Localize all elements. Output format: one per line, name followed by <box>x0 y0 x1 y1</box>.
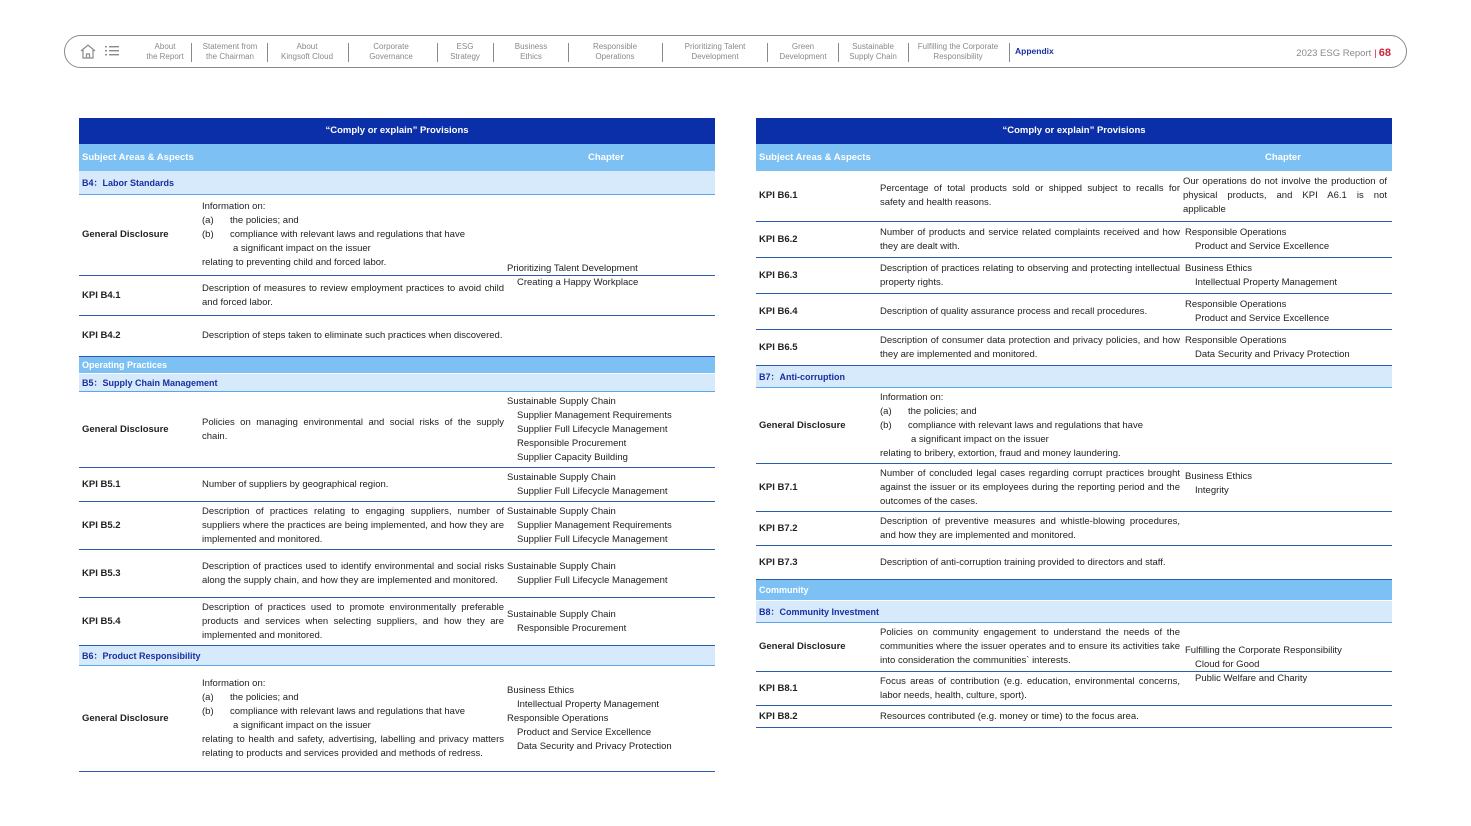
nav-divider <box>568 43 569 62</box>
desc-list-item <box>880 405 1180 419</box>
b8-chapter <box>1185 623 1392 707</box>
nav-about-report[interactable]: About the Report <box>146 42 184 61</box>
desc-list-item <box>202 691 504 705</box>
nav-corporate-governance[interactable]: Corporate Governance <box>369 42 413 61</box>
row-chapter <box>504 502 715 549</box>
desc-line: the policies; and <box>908 405 977 417</box>
row-description: Description of practices relating to engaging suppliers, number of suppliers where the practices are being implemented, and how they are implemented and monitored. <box>202 505 504 545</box>
chapter-line: Data Security and Privacy Protection <box>517 740 672 752</box>
row-description: Percentage of total products sold or shipped subject to recalls for safety and health reasons. <box>880 183 1180 208</box>
provisions-table-right <box>756 118 1392 728</box>
nav-divider <box>908 43 909 62</box>
row-label: General Disclosure <box>759 641 846 652</box>
row-label: KPI B7.2 <box>759 522 798 534</box>
desc-line: a significant impact on the issuer <box>233 243 371 254</box>
b7-block <box>756 388 1392 579</box>
report-page-label <box>1296 47 1391 59</box>
nav-responsible-operations[interactable]: Responsible Operations <box>592 42 638 61</box>
page-number: 68 <box>1378 47 1391 59</box>
chapter-line: Product and Service Excellence <box>1195 240 1330 252</box>
row-description: Number of concluded legal cases regarding corrupt practices brought against the issuer or its employees during the reporting period and the outcomes of the cases. <box>880 467 1180 507</box>
desc-line: relating to preventing child and forced labor. <box>202 257 387 268</box>
row-chapter <box>504 392 715 467</box>
nav-divider <box>493 43 494 62</box>
chapter-line: Sustainable Supply Chain <box>507 395 616 407</box>
list-marker: (b) <box>202 705 214 717</box>
row-description: Policies on managing environmental and social risks of the supply chain. <box>202 416 504 442</box>
list-marker: (a) <box>202 691 214 703</box>
desc-line: relating to bribery, extortion, fraud and money laundering. <box>880 447 1121 459</box>
desc-line: a significant impact on the issuer <box>911 433 1049 445</box>
report-title: 2023 ESG Report <box>1296 48 1372 59</box>
nav-divider <box>437 43 438 62</box>
row-description <box>199 666 504 771</box>
b4-chapter <box>507 195 715 356</box>
table-row <box>79 468 715 502</box>
nav-fulfilling-responsibility[interactable]: Fulfilling the Corporate Responsibility <box>917 42 999 61</box>
top-navigation-bar <box>64 35 1407 68</box>
desc-line: a significant impact on the issuer <box>233 719 371 731</box>
row-description: Policies on community engagement to understand the needs of the communities where the issuer operates and to ensure its activities take into consideration the communities` interests. <box>880 627 1180 666</box>
b7-chapter <box>1185 388 1392 579</box>
row-description: Number of products and service related complaints received and how they are dealt with. <box>880 226 1180 252</box>
provisions-table-left <box>79 118 715 772</box>
table-header <box>79 144 715 171</box>
row-label: KPI B4.1 <box>82 289 121 301</box>
row-description: Focus areas of contribution (e.g. education, environmental concerns, labor needs, health, culture, sport). <box>880 675 1180 701</box>
row-chapter <box>504 468 715 501</box>
row-label: KPI B5.4 <box>82 615 121 627</box>
row-description: Description of steps taken to eliminate such practices when discovered. <box>202 330 503 341</box>
nav-divider <box>348 43 349 62</box>
desc-list-item <box>202 228 504 242</box>
row-description <box>199 195 504 275</box>
table-row <box>756 171 1392 222</box>
chapter-line: Product and Service Excellence <box>1195 312 1330 324</box>
section-b4: B4：Labor Standards <box>79 171 715 195</box>
chapter-line: Cloud for Good <box>1195 659 1260 670</box>
table-row <box>79 598 715 646</box>
row-chapter <box>1180 706 1392 727</box>
row-label: KPI B5.1 <box>82 478 121 490</box>
desc-line: compliance with relevant laws and regulations that have <box>230 705 465 717</box>
chapter-line: Intellectual Property Management <box>517 698 660 710</box>
chapter-line: Responsible Procurement <box>517 437 627 449</box>
chapter-line: Prioritizing Talent Development <box>507 262 638 274</box>
desc-list-item <box>880 419 1180 433</box>
nav-esg-strategy[interactable]: ESG Strategy <box>450 42 480 61</box>
row-chapter <box>1180 330 1392 365</box>
header-subject-areas: Subject Areas & Aspects <box>759 152 871 163</box>
row-description: Description of practices used to identify environmental and social risks along the supply chain, and how they are implemented and monitored. <box>202 560 504 586</box>
chapter-line: Supplier Full Lifecycle Management <box>517 574 668 586</box>
row-chapter <box>1180 222 1392 257</box>
chapter-line: Sustainable Supply Chain <box>507 505 616 517</box>
desc-line: compliance with relevant laws and regulations that have <box>908 419 1143 431</box>
table-header <box>756 144 1392 171</box>
row-label: General Disclosure <box>82 229 169 240</box>
row-chapter <box>504 550 715 597</box>
section-b7: B7：Anti-corruption <box>756 366 1392 388</box>
row-description: Resources contributed (e.g. money or time) to the focus area. <box>880 710 1139 722</box>
list-marker: (a) <box>880 405 892 417</box>
chapter-line: Data Security and Privacy Protection <box>1195 348 1350 360</box>
chapter-line: Supplier Full Lifecycle Management <box>517 533 668 545</box>
row-chapter: Our operations do not involve the production of physical products, and KPI A6.1 is not applicable <box>1183 176 1387 215</box>
row-description: Description of practices relating to observing and protecting intellectual property rights. <box>880 262 1180 288</box>
row-chapter <box>504 666 715 771</box>
chapter-line: Business Ethics <box>1185 262 1253 274</box>
desc-line: the policies; and <box>230 691 299 703</box>
list-marker: (b) <box>880 419 892 431</box>
row-label: KPI B7.3 <box>759 556 798 568</box>
list-marker: (b) <box>202 229 214 240</box>
row-description: Description of practices used to promote environmentally preferable products and services when selecting suppliers, and how they are implemented and monitored. <box>202 601 504 641</box>
table-row <box>756 706 1392 728</box>
nav-divider <box>1009 43 1010 62</box>
nav-appendix-active[interactable]: Appendix <box>1015 46 1054 56</box>
desc-line: Information on: <box>202 677 266 689</box>
nav-business-ethics[interactable]: Business Ethics <box>514 42 548 61</box>
nav-green-development[interactable]: Green Development <box>779 42 827 61</box>
chapter-line: Responsible Operations <box>507 712 609 724</box>
chapter-line: Supplier Management Requirements <box>517 409 672 421</box>
b8-block <box>756 623 1392 728</box>
nav-divider <box>191 43 192 62</box>
row-label: KPI B8.2 <box>759 710 798 722</box>
nav-divider <box>662 43 663 62</box>
menu-list-icon[interactable] <box>105 43 119 59</box>
row-chapter <box>1180 258 1392 293</box>
nav-statement-chairman[interactable]: Statement from the Chairman <box>202 42 258 61</box>
desc-line: Information on: <box>202 201 266 212</box>
header-chapter: Chapter <box>1265 152 1301 163</box>
chapter-line: Sustainable Supply Chain <box>507 608 616 620</box>
chapter-line: Responsible Operations <box>1185 298 1287 310</box>
row-label: KPI B4.2 <box>82 330 121 341</box>
chapter-line: Sustainable Supply Chain <box>507 560 616 572</box>
section-operating-practices: Operating Practices <box>79 356 715 374</box>
nav-divider <box>838 43 839 62</box>
row-label: KPI B5.2 <box>82 519 121 531</box>
row-label: KPI B6.1 <box>759 190 798 201</box>
home-icon[interactable] <box>79 43 97 59</box>
row-label: KPI B6.2 <box>759 233 798 245</box>
row-description: Description of measures to review employment practices to avoid child and forced labor. <box>202 282 504 308</box>
chapter-line: Supplier Full Lifecycle Management <box>517 423 668 435</box>
nav-prioritizing-talent[interactable]: Prioritizing Talent Development <box>684 42 746 61</box>
row-chapter <box>504 598 715 645</box>
row-description <box>877 388 1180 463</box>
report-divider: | <box>1374 48 1377 59</box>
section-community: Community <box>756 579 1392 601</box>
list-marker: (a) <box>202 215 214 226</box>
table-row <box>79 550 715 598</box>
table-row <box>756 258 1392 294</box>
chapter-line: Business Ethics <box>1185 470 1253 482</box>
desc-list-item <box>202 214 504 228</box>
row-label: General Disclosure <box>82 712 169 724</box>
nav-divider <box>267 43 268 62</box>
table-row <box>79 392 715 468</box>
section-b6: B6：Product Responsibility <box>79 646 715 666</box>
chapter-line: Business Ethics <box>507 684 575 696</box>
chapter-line: Supplier Capacity Building <box>517 451 628 463</box>
chapter-line: Supplier Full Lifecycle Management <box>517 485 668 497</box>
table-row <box>756 330 1392 366</box>
row-description: Description of preventive measures and whistle-blowing procedures, and how they are implemented and monitored. <box>880 515 1180 541</box>
desc-list-item <box>202 705 504 719</box>
nav-divider <box>767 43 768 62</box>
row-description: Description of consumer data protection and privacy policies, and how they are implemented and monitored. <box>880 334 1180 360</box>
chapter-line: Responsible Operations <box>1185 226 1287 238</box>
chapter-line: Supplier Management Requirements <box>517 519 672 531</box>
table-title: “Comply or explain” Provisions <box>756 118 1392 144</box>
header-chapter: Chapter <box>588 152 624 163</box>
row-description: Number of suppliers by geographical region. <box>202 478 389 490</box>
row-label: General Disclosure <box>759 419 846 431</box>
chapter-line: Responsible Procurement <box>517 622 627 634</box>
nav-sustainable-supply-chain[interactable]: Sustainable Supply Chain <box>849 42 897 61</box>
row-label: KPI B6.4 <box>759 305 798 317</box>
section-b8: B8：Community Investment <box>756 601 1392 623</box>
chapter-line: Public Welfare and Charity <box>1195 673 1308 684</box>
row-label: KPI B6.3 <box>759 269 798 281</box>
chapter-line: Sustainable Supply Chain <box>507 471 616 483</box>
chapter-line: Creating a Happy Workplace <box>517 276 639 288</box>
table-title: “Comply or explain” Provisions <box>79 118 715 144</box>
desc-line: the policies; and <box>230 215 299 226</box>
desc-line: Information on: <box>880 391 944 403</box>
row-description: Description of quality assurance process and recall procedures. <box>880 305 1148 317</box>
chapter-line: Fulfilling the Corporate Responsibility <box>1185 645 1342 656</box>
row-label: KPI B7.1 <box>759 481 798 493</box>
chapter-line: Intellectual Property Management <box>1195 276 1338 288</box>
b4-block <box>79 195 715 356</box>
nav-about-kingsoft[interactable]: About Kingsoft Cloud <box>280 42 334 61</box>
table-row <box>79 502 715 550</box>
row-description: Description of anti-corruption training provided to directors and staff. <box>880 556 1166 568</box>
chapter-line: Product and Service Excellence <box>517 726 652 738</box>
chapter-line: Responsible Operations <box>1185 334 1287 346</box>
row-label: General Disclosure <box>82 423 169 435</box>
row-label: KPI B6.5 <box>759 341 798 353</box>
section-b5: B5：Supply Chain Management <box>79 374 715 392</box>
header-subject-areas: Subject Areas & Aspects <box>82 152 194 163</box>
table-row <box>756 222 1392 258</box>
chapter-line: Integrity <box>1195 484 1229 496</box>
row-label: KPI B5.3 <box>82 567 121 579</box>
desc-line: relating to health and safety, advertising, labelling and privacy matters relating to products and services provided and methods of redress. <box>202 733 504 759</box>
table-row <box>756 294 1392 330</box>
desc-line: compliance with relevant laws and regulations that have <box>230 229 465 240</box>
table-row <box>79 666 715 772</box>
row-chapter <box>1180 294 1392 329</box>
row-label: KPI B8.1 <box>759 682 798 694</box>
